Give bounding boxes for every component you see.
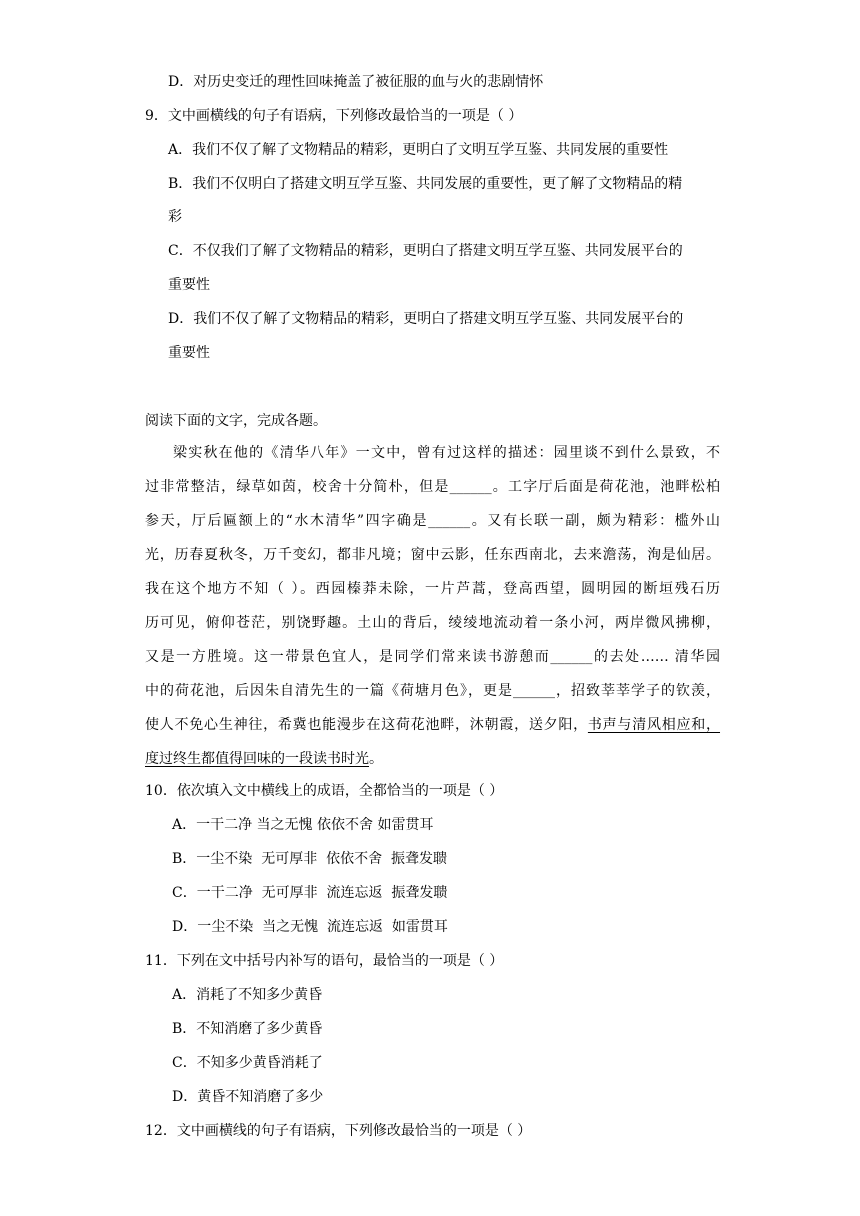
q10-stem: 10．依次填入文中横线上的成语，全都恰当的一项是（ ） bbox=[145, 783, 504, 799]
passage-text: 使人不免心生神往，希冀也能漫步在这荷花池畔，沐朝霞，送夕阳， bbox=[145, 717, 588, 733]
passage-line: 梁实秋在他的《清华八年》一文中，曾有过这样的描述：园里谈不到什么景致，不 bbox=[173, 445, 720, 461]
underlined-sentence-part1: 书声与清风相应和， bbox=[587, 717, 721, 733]
q11-stem: 11．下列在文中括号内补写的语句，最恰当的一项是（ ） bbox=[145, 953, 504, 969]
q11-option-c: C．不知多少黄昏消耗了 bbox=[172, 1055, 323, 1071]
q9-stem: 9．文中画横线的句子有语病，下列修改最恰当的一项是（ ） bbox=[145, 108, 523, 124]
q9-option-a: A．我们不仅了解了文物精品的精彩，更明白了文明互学互鉴、共同发展的重要性 bbox=[168, 142, 669, 158]
q9-option-b-line1: B．我们不仅明白了搭建文明互学互鉴、共同发展的重要性，更了解了文物精品的精 bbox=[168, 176, 683, 192]
passage-line: 参天，厅后匾额上的“水木清华”四字确是______。又有长联一副，颇为精彩：槛外山 bbox=[145, 513, 720, 529]
passage-line: 又是一方胜境。这一带景色宜人，是同学们常来读书游憩而______的去处…… 清华园 bbox=[145, 649, 720, 665]
q10-option-c: C．一干二净 无可厚非 流连忘返 振聋发聩 bbox=[172, 885, 448, 901]
q9-option-c-line1: C．不仅我们了解了文物精品的精彩，更明白了搭建文明互学互鉴、共同发展平台的 bbox=[168, 243, 683, 259]
underlined-sentence-part2: 度过终生都值得回味的一段读书时光 bbox=[145, 751, 369, 767]
q11-option-b: B．不知消磨了多少黄昏 bbox=[172, 1021, 323, 1037]
q9-option-b-line2: 彩 bbox=[168, 209, 182, 225]
q11-option-d: D．黄昏不知消磨了多少 bbox=[172, 1089, 324, 1105]
q10-option-a: A．一干二净 当之无愧 依依不舍 如雷贯耳 bbox=[172, 817, 434, 833]
section-instruction: 阅读下面的文字，完成各题。 bbox=[145, 413, 327, 429]
passage-line: 中的荷花池，后因朱自清先生的一篇《荷塘月色》，更是______，招致莘莘学子的钦羡， bbox=[145, 683, 720, 699]
passage-text: 。 bbox=[369, 751, 383, 767]
q10-option-b: B．一尘不染 无可厚非 依依不舍 振聋发聩 bbox=[172, 851, 447, 867]
passage-line: 历可见，俯仰苍茫，别饶野趣。土山的背后，绫绫地流动着一条小河，两岸微风拂柳， bbox=[145, 615, 720, 631]
passage-line bbox=[145, 742, 720, 776]
reading-passage bbox=[145, 436, 720, 776]
q9-option-c-line2: 重要性 bbox=[168, 277, 210, 293]
q10-option-d: D．一尘不染 当之无愧 流连忘返 如雷贯耳 bbox=[172, 919, 448, 935]
passage-line: 过非常整洁，绿草如茵，校舍十分简朴，但是______。工字厅后面是荷花池，池畔松柏 bbox=[145, 479, 720, 495]
passage-line bbox=[145, 708, 720, 742]
passage-line: 我在这个地方不知（ ）。西园榛莽未除，一片芦蒿，登高西望，圆明园的断垣残石历 bbox=[145, 581, 720, 597]
q12-stem: 12．文中画横线的句子有语病，下列修改最恰当的一项是（ ） bbox=[145, 1123, 532, 1139]
q9-option-d-line2: 重要性 bbox=[168, 345, 210, 361]
passage-line: 光，历春夏秋冬，万千变幻，都非凡境；窗中云影，任东西南北，去来澹荡，洵是仙居。 bbox=[145, 547, 720, 563]
q8-option-d: D．对历史变迁的理性回味掩盖了被征服的血与火的悲剧情怀 bbox=[168, 74, 544, 90]
q9-option-d-line1: D．我们不仅了解了文物精品的精彩，更明白了搭建文明互学互鉴、共同发展平台的 bbox=[168, 311, 684, 327]
q11-option-a: A．消耗了不知多少黄昏 bbox=[172, 987, 323, 1003]
